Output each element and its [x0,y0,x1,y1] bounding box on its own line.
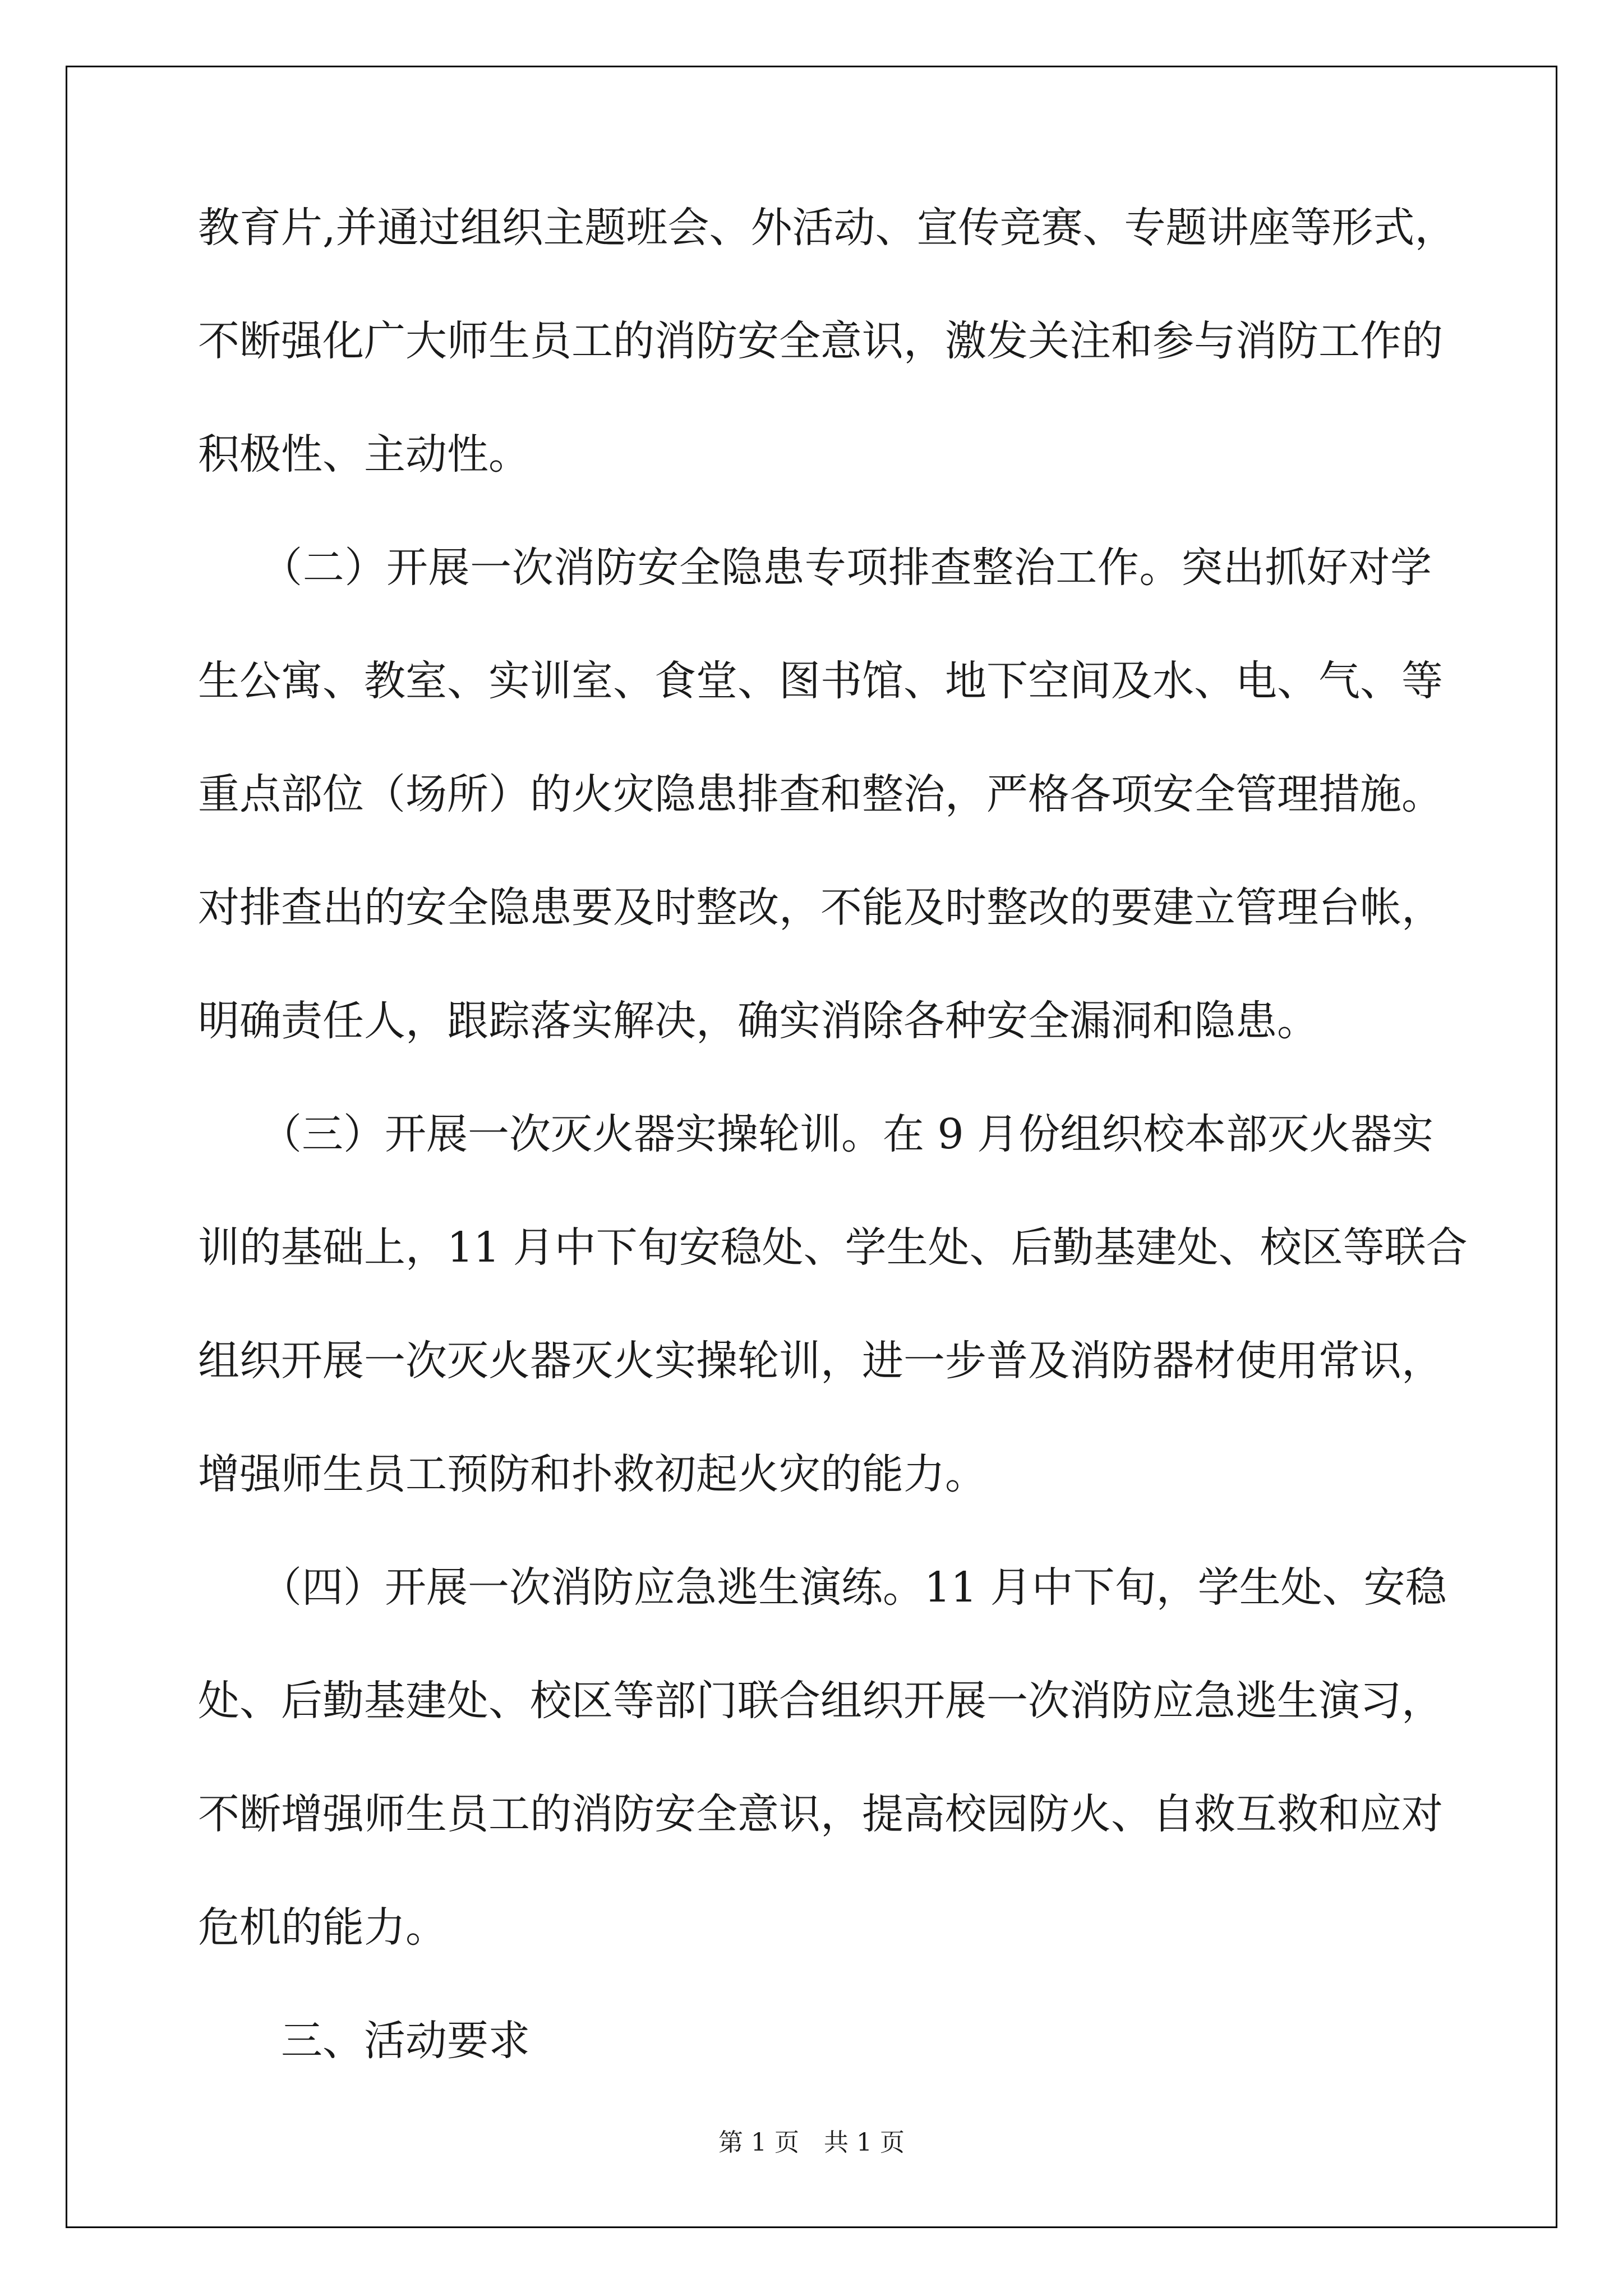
text-line: （三）开展一次灭火器实操轮训。在 9 月份组织校本部灭火器实 [198,1110,1434,1158]
text-line: 危机的能力。 [198,1903,447,1952]
text-line: 增强师生员工预防和扑救初起火灾的能力。 [198,1450,986,1498]
document-body [198,202,1468,2067]
paragraph-3 [198,1108,1468,1500]
paragraph-2 [198,542,1443,1047]
text-line: 不断增强师生员工的消防安全意识，提高校园防火、自救互救和应对 [198,1790,1443,1838]
text-line: 训的基础上，11 月中下旬安稳处、学生处、后勤基建处、校区等联合 [198,1223,1468,1272]
page-number-footer: 第 1 页 共 1 页 [718,2128,905,2157]
paragraph-1 [198,202,1456,480]
text-line: （二）开展一次消防安全隐患专项排查整治工作。突出抓好对学 [198,544,1432,592]
text-line: 重点部位（场所）的火灾隐患排查和整治，严格各项安全管理措施。 [198,770,1443,818]
text-line: 组织开展一次灭火器灭火实操轮训，进一步普及消防器材使用常识， [198,1337,1443,1385]
text-line: 对排查出的安全隐患要及时整改，不能及时整改的要建立管理台帐， [198,884,1443,932]
section-heading-text: 三、活动要求 [198,2017,530,2065]
text-line: 明确责任人，跟踪落实解决，确实消除各种安全漏洞和隐患。 [198,997,1318,1045]
text-line: （四）开展一次消防应急逃生演练。11 月中下旬，学生处、安稳 [198,1563,1447,1612]
text-line: 教育片,并通过组织主题班会、外活动、宣传竞赛、专题讲座等形式， [198,204,1456,252]
text-line: 处、后勤基建处、校区等部门联合组织开展一次消防应急逃生演习， [198,1677,1443,1725]
paragraph-4 [198,1562,1447,1953]
section-heading [198,2015,1432,2067]
text-line: 积极性、主动性。 [198,430,530,478]
text-line: 生公寓、教室、实训室、食堂、图书馆、地下空间及水、电、气、等 [198,657,1443,705]
text-line: 不断强化广大师生员工的消防安全意识，激发关注和参与消防工作的 [198,317,1443,365]
